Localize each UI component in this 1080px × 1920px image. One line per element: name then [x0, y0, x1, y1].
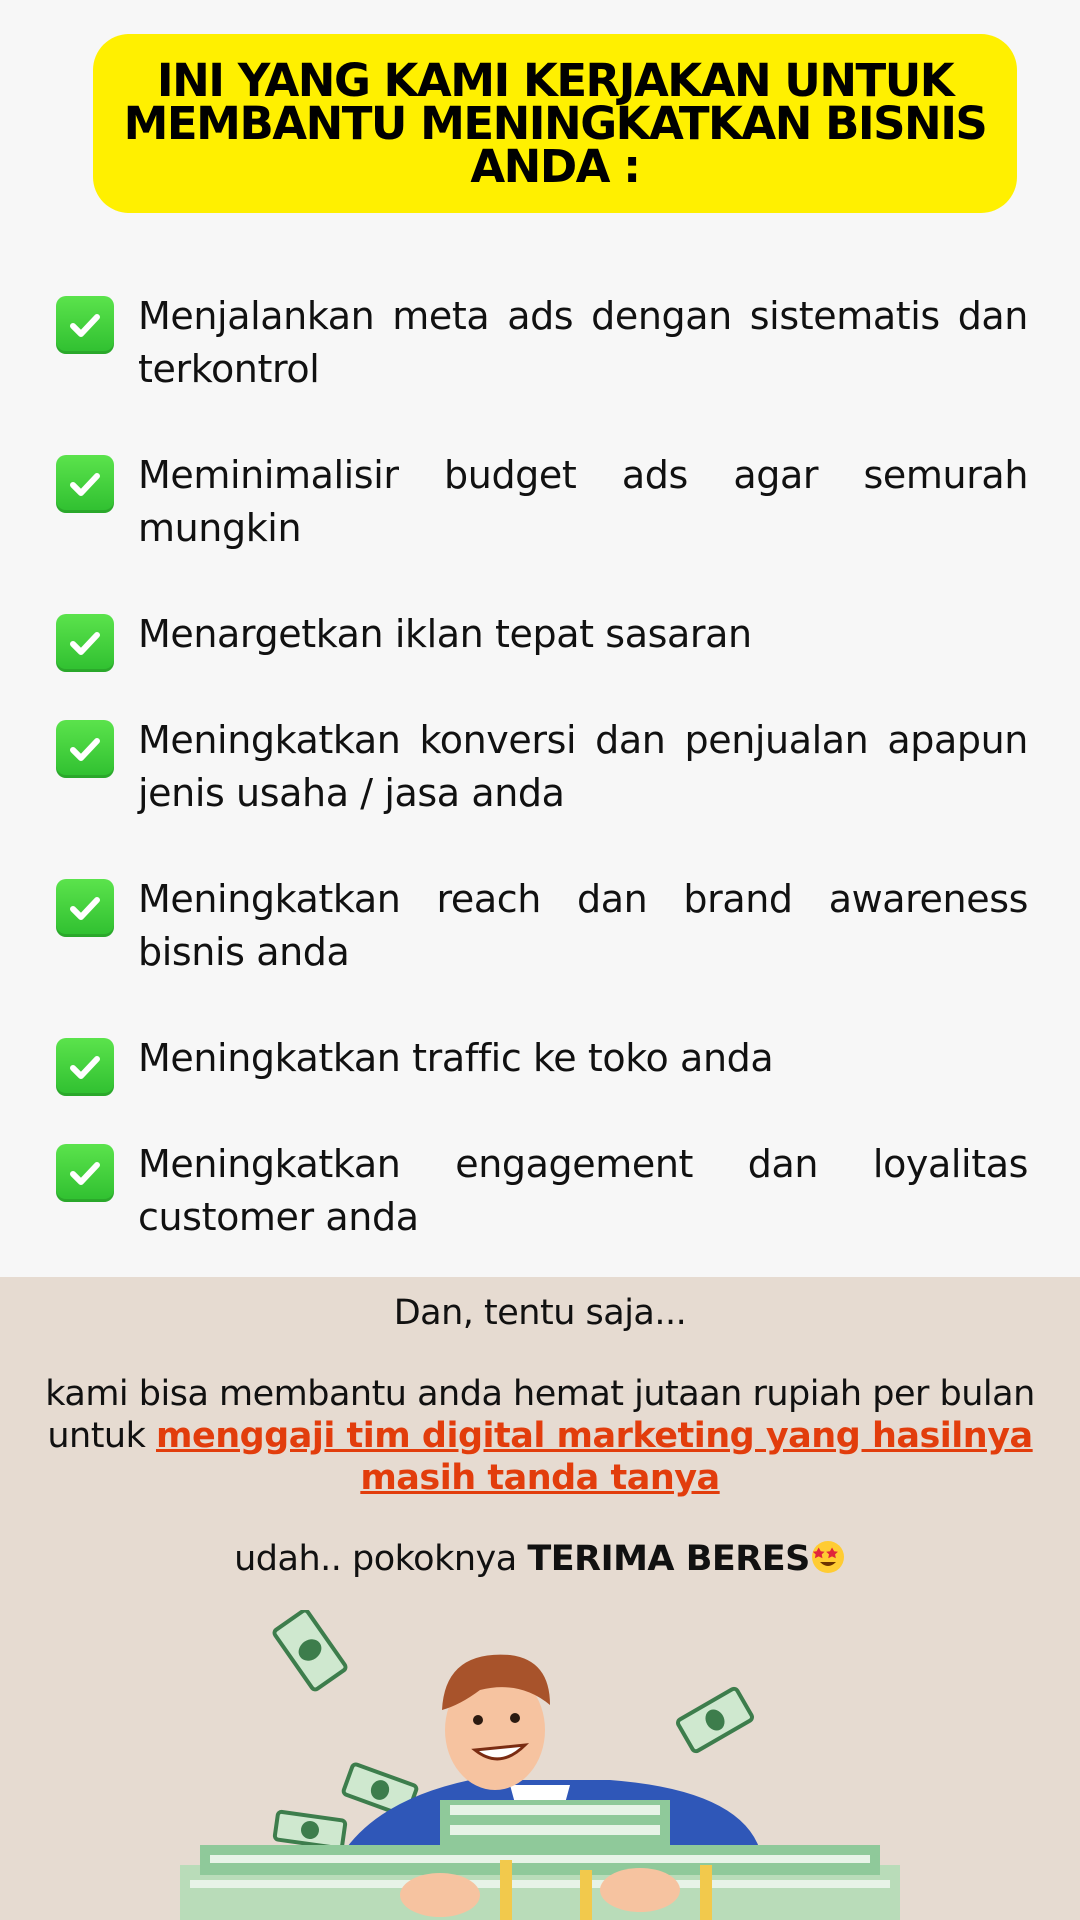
- list-item: [56, 873, 1028, 979]
- terima-beres-text: TERIMA BERES: [527, 1539, 810, 1579]
- star-struck-emoji-icon: [810, 1539, 846, 1575]
- man-hugging-money-illustration: [180, 1610, 900, 1920]
- list-item: [56, 1138, 1028, 1244]
- closing-final-prefix: udah.. pokoknya: [234, 1539, 528, 1579]
- check-mark-icon: [56, 296, 114, 354]
- headline-banner: [93, 34, 1017, 213]
- list-item: [56, 608, 1028, 672]
- service-text: Meningkatkan engagement dan loyalitas customer anda: [138, 1142, 1028, 1239]
- closing-section: [0, 1277, 1080, 1920]
- flying-bill-icon: [677, 1687, 754, 1752]
- service-text: Meningkatkan reach dan brand awareness bisnis anda: [138, 877, 1028, 974]
- highlight-link[interactable]: menggaji tim digital marketing yang hasilnya masih tanda tanya: [156, 1416, 1033, 1498]
- check-mark-icon: [56, 614, 114, 672]
- service-text: Menjalankan meta ads dengan sistematis dan terkontrol: [138, 294, 1028, 391]
- check-mark-icon: [56, 1038, 114, 1096]
- check-mark-icon: [56, 455, 114, 513]
- list-item: [56, 449, 1028, 555]
- headline-title: INI YANG KAMI KERJAKAN UNTUK MEMBANTU MENINGKATKAN BISNIS ANDA :: [123, 54, 987, 193]
- closing-final: [0, 1539, 1080, 1579]
- list-item: [56, 290, 1028, 396]
- check-mark-icon: [56, 720, 114, 778]
- closing-message: [0, 1373, 1080, 1499]
- closing-line2-prefix: untuk: [47, 1416, 156, 1456]
- flying-bill-icon: [273, 1610, 347, 1691]
- flying-bill-icon: [274, 1811, 345, 1848]
- service-text: Menargetkan iklan tepat sasaran: [138, 612, 752, 656]
- closing-line1: kami bisa membantu anda hemat jutaan rupiah per bulan: [45, 1374, 1035, 1414]
- service-text: Meminimalisir budget ads agar semurah mungkin: [138, 453, 1028, 550]
- closing-intro: Dan, tentu saja...: [393, 1293, 687, 1333]
- list-item: [56, 714, 1028, 820]
- check-mark-icon: [56, 1144, 114, 1202]
- check-mark-icon: [56, 879, 114, 937]
- service-text: Meningkatkan konversi dan penjualan apapun jenis usaha / jasa anda: [138, 718, 1028, 815]
- service-text: Meningkatkan traffic ke toko anda: [138, 1036, 774, 1080]
- list-item: [56, 1032, 1028, 1096]
